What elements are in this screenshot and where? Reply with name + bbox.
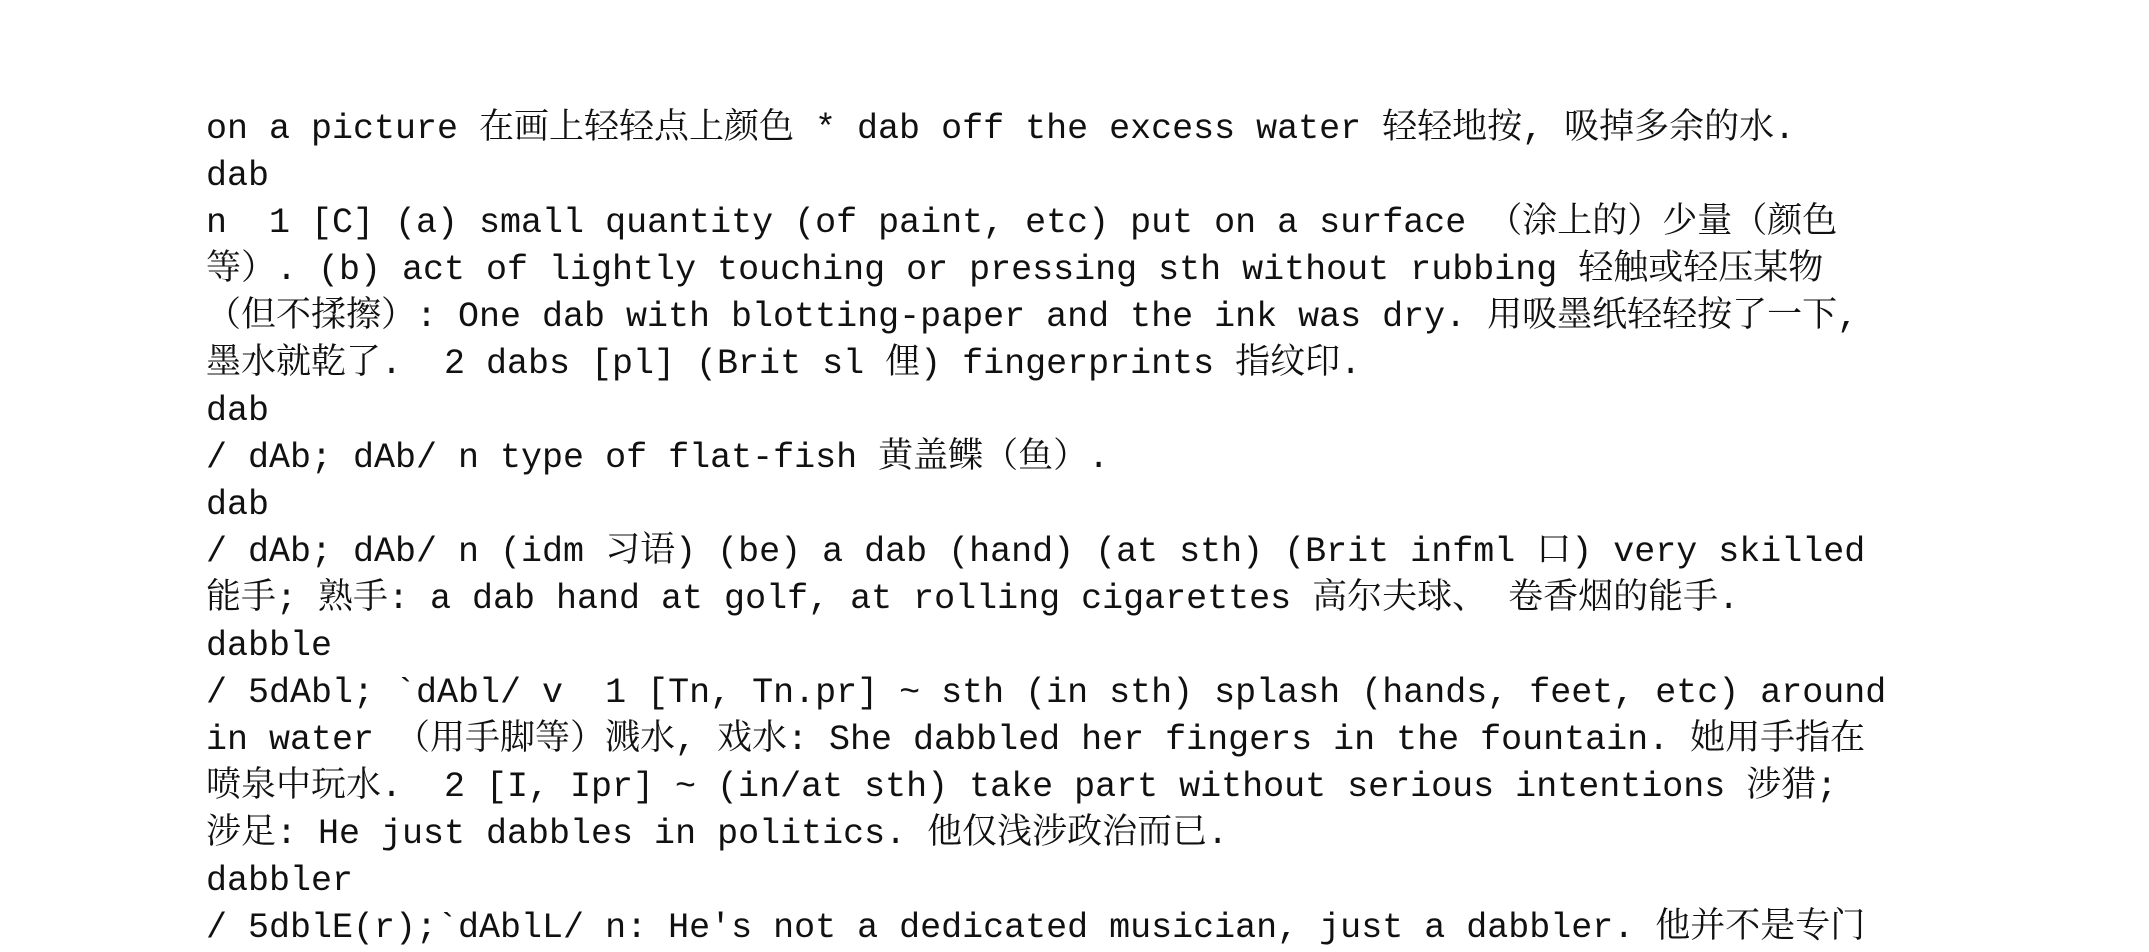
headword-line: dab — [206, 156, 270, 196]
text-line: （但不揉擦）: One dab with blotting-paper and the ink was dry. 用吸墨纸轻轻按了一下, — [206, 297, 1859, 337]
text-line: / 5dblE(r);`dAblL/ n: He's not a dedicated musician, just a dabbler. 他并不是专门 — [206, 908, 1866, 948]
headword-line: dab — [206, 391, 270, 431]
headword-line: dabbler — [206, 861, 354, 901]
text-line: 喷泉中玩水. 2 [I, Ipr] ~ (in/at sth) take part without serious intentions 涉猎; — [206, 767, 1838, 807]
text-line: / 5dAbl; `dAbl/ v 1 [Tn, Tn.pr] ~ sth (in sth) splash (hands, feet, etc) around — [206, 673, 1887, 713]
text-line: 墨水就乾了. 2 dabs [pl] (Brit sl 俚) fingerprints 指纹印. — [206, 344, 1362, 384]
text-line: in water （用手脚等）溅水, 戏水: She dabbled her fingers in the fountain. 她用手指在 — [206, 720, 1866, 760]
text-line: / dAb; dAb/ n type of flat-fish 黄盖鲽（鱼）. — [206, 438, 1110, 478]
headword-line: dab — [206, 485, 270, 525]
text-line: on a picture 在画上轻轻点上颜色 * dab off the excess water 轻轻地按, 吸掉多余的水. — [206, 109, 1796, 149]
headword-line: dabble — [206, 626, 333, 666]
text-line: / dAb; dAb/ n (idm 习语) (be) a dab (hand) (at sth) (Brit infml 口) very skilled — [206, 532, 1866, 572]
text-line: 涉足: He just dabbles in politics. 他仅浅涉政治而已. — [206, 814, 1229, 854]
text-line: n 1 [C] (a) small quantity (of paint, etc) put on a surface （涂上的）少量（颜色 — [206, 203, 1838, 243]
dictionary-text — [206, 106, 2106, 952]
text-line: 等）. (b) act of lightly touching or pressing sth without rubbing 轻触或轻压某物 — [206, 250, 1824, 290]
text-line: 能手; 熟手: a dab hand at golf, at rolling cigarettes 高尔夫球、 卷香烟的能手. — [206, 579, 1740, 619]
